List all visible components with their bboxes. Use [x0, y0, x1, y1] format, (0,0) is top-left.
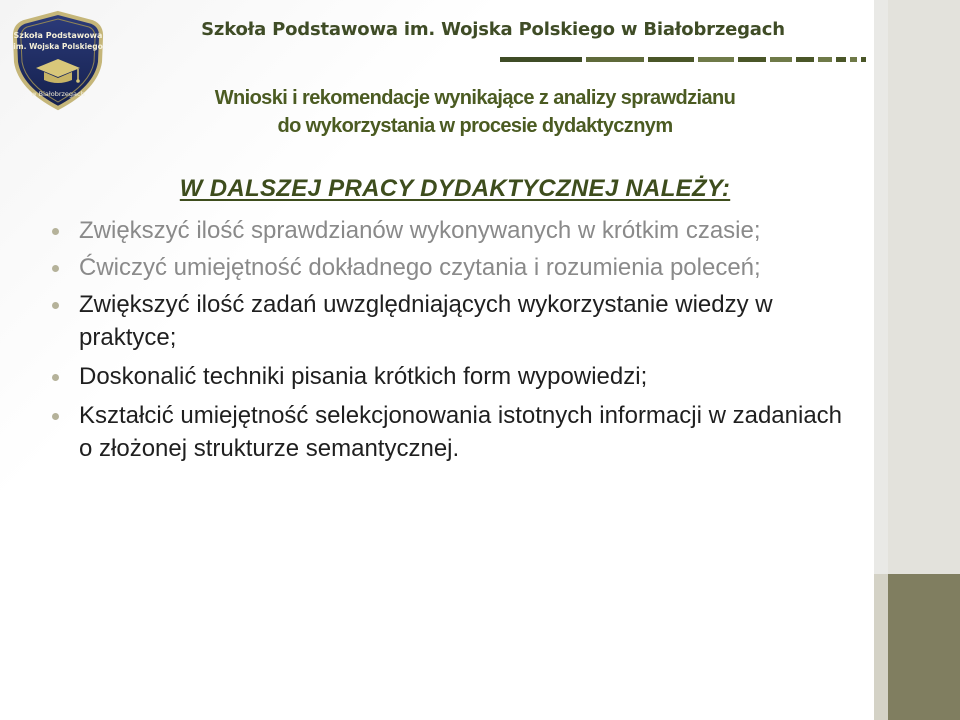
school-logo: [6, 10, 110, 112]
logo-text-line1: Szkoła Podstawowa: [13, 31, 103, 40]
subtitle-line-2: do wykorzystania w procesie dydaktycznym: [277, 115, 673, 137]
list-item-text: Ćwiczyć umiejętność dokładnego czytania i rozumienia poleceń;: [79, 254, 761, 281]
slide-subtitle: [130, 84, 820, 140]
list-item: [52, 399, 862, 465]
list-item-text: Zwiększyć ilość zadań uwzględniających wykorzystanie wiedzy w praktyce;: [79, 291, 773, 351]
logo-text-line3: w Białobrzegach: [31, 90, 85, 98]
bullet-dot-icon: [52, 265, 59, 272]
list-item-text: Kształcić umiejętność selekcjonowania istotnych informacji w zadaniach o złożonej strukturze semantycznej.: [79, 402, 843, 462]
section-heading: W DALSZEJ PRACY DYDAKTYCZNEJ NALEŻY:: [179, 175, 731, 202]
decorative-stripes: [500, 57, 870, 63]
bullet-dot-icon: [52, 413, 59, 420]
list-item-text: Zwiększyć ilość sprawdzianów wykonywanych w krótkim czasie;: [79, 217, 761, 244]
sidebar-light-band: [874, 574, 888, 720]
bullet-dot-icon: [52, 302, 59, 309]
list-item: [52, 251, 862, 284]
bullet-dot-icon: [52, 228, 59, 235]
list-item: [52, 288, 862, 354]
sidebar-olive-band: [888, 574, 960, 720]
subtitle-line-1: Wnioski i rekomendacje wynikające z analizy sprawdzianu: [214, 87, 736, 109]
school-name-title: Szkoła Podstawowa im. Wojska Polskiego w Białobrzegach: [201, 19, 785, 40]
graduation-cap-shield-icon: [6, 10, 110, 112]
list-item-text: Doskonalić techniki pisania krótkich form wypowiedzi;: [79, 363, 648, 390]
logo-text-line2: im. Wojska Polskiego: [13, 42, 103, 51]
list-item: [52, 360, 862, 393]
recommendations-list: [52, 214, 862, 465]
sidebar-dark-strip: [888, 0, 960, 720]
bullet-dot-icon: [52, 374, 59, 381]
list-item: [52, 214, 862, 247]
sidebar-light-strip: [874, 0, 888, 720]
